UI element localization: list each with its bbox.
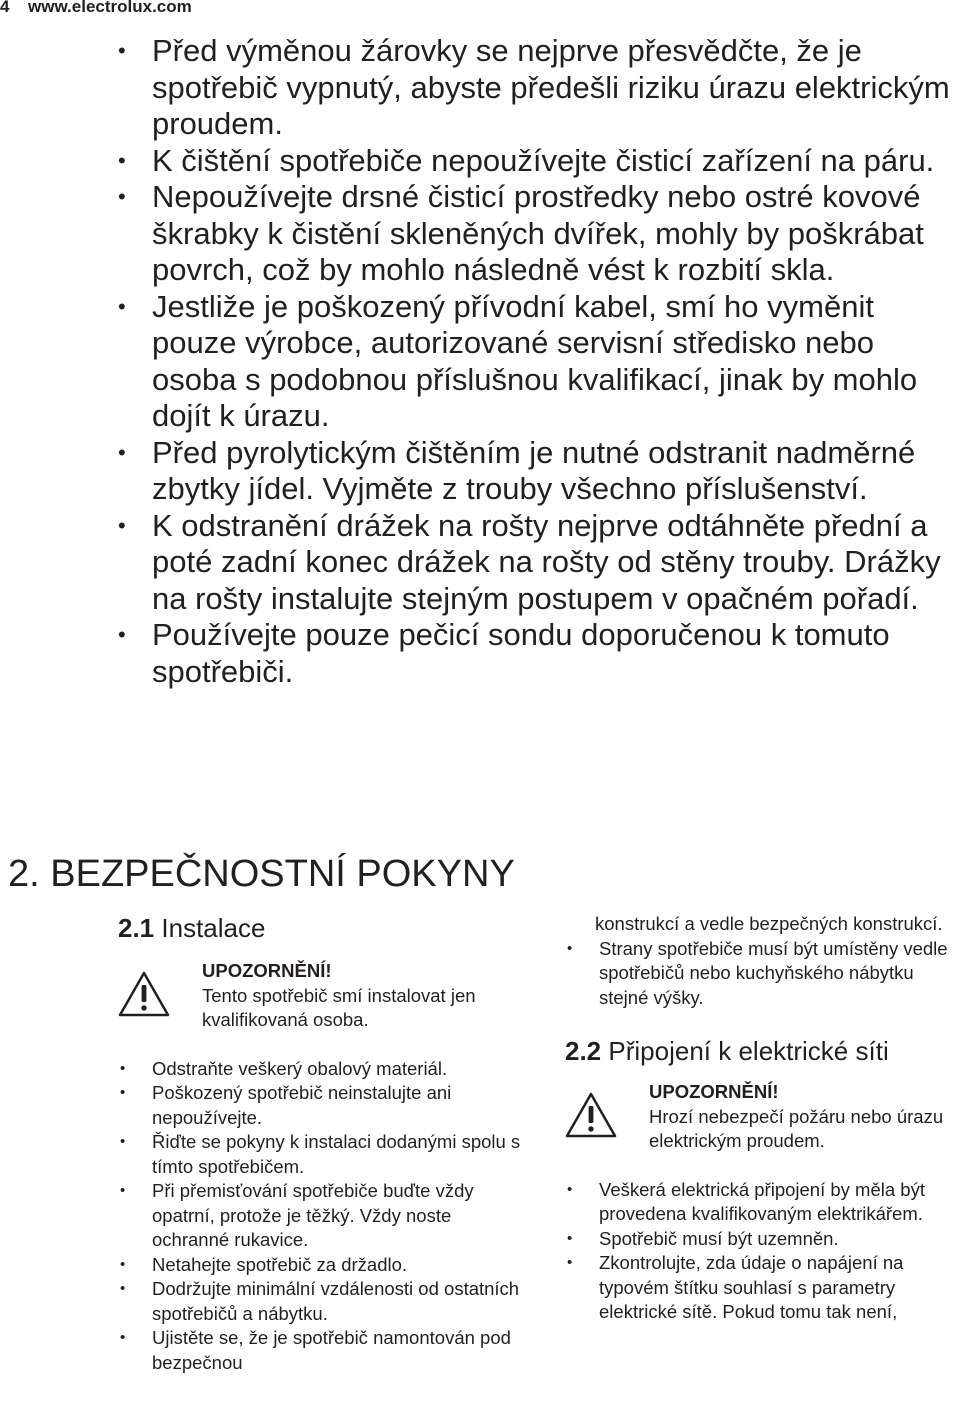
bullet-mark: • xyxy=(120,1133,126,1150)
list-item-text: Nepoužívejte drsné čisticí prostředky nebo ostré kovové škrabky k čistění skleněných dvířek, mohly by poškrábat povrch, což by mohlo následně vést k rozbití skla. xyxy=(152,179,924,287)
list-item xyxy=(118,1277,528,1326)
list-item xyxy=(118,179,960,289)
electrical-bullets-list xyxy=(565,1178,960,1325)
bullet-mark: • xyxy=(118,147,126,173)
list-item-text: Jestliže je poškozený přívodní kabel, smí ho vyměnit pouze výrobce, autorizované servisní středisko nebo osoba s podobnou příslušnou kvalifikací, jinak by mohlo dojít k úrazu. xyxy=(152,288,918,433)
page-number: 4 xyxy=(0,0,10,16)
list-item-text: Strany spotřebiče musí být umístěny vedle spotřebičů nebo kuchyňského nábytku stejné výšky. xyxy=(599,937,948,1008)
bullet-mark: • xyxy=(567,1254,573,1271)
bullet-mark: • xyxy=(118,512,126,538)
right-column xyxy=(565,912,960,1325)
warning-triangle-icon xyxy=(565,1092,617,1138)
warning-text: Tento spotřebič smí instalovat jen kvalifikovaná osoba. xyxy=(202,984,476,1030)
list-item xyxy=(118,508,960,618)
bullet-mark: • xyxy=(120,1280,126,1297)
list-item-text: Poškozený spotřebič neinstalujte ani nepoužívejte. xyxy=(152,1082,452,1128)
list-item xyxy=(118,435,960,508)
list-item-text: Netahejte spotřebič za držadlo. xyxy=(152,1253,408,1275)
bullet-mark: • xyxy=(118,439,126,465)
installation-bullets-list xyxy=(118,1057,528,1376)
warning-text: Hrozí nebezpečí požáru nebo úrazu elektrickým proudem. xyxy=(649,1105,944,1151)
bullet-mark: • xyxy=(567,939,573,957)
list-item xyxy=(118,617,960,690)
bullet-mark: • xyxy=(120,1255,126,1273)
list-item xyxy=(118,1253,528,1278)
warning-triangle-icon xyxy=(118,971,170,1017)
list-item-text: Před pyrolytickým čištěním je nutné odstranit nadměrné zbytky jídel. Vyjměte z trouby všechno příslušenství. xyxy=(152,434,916,506)
list-item-text: Používejte pouze pečicí sondu doporučenou k tomuto spotřebiči. xyxy=(152,617,890,689)
list-item xyxy=(118,1057,528,1082)
list-item xyxy=(118,1081,528,1130)
list-item-text: K čištění spotřebiče nepoužívejte čisticí zařízení na páru. xyxy=(152,142,935,178)
bullet-mark: • xyxy=(118,293,126,319)
list-item xyxy=(118,1326,528,1375)
warning-title: UPOZORNĚNÍ! xyxy=(202,960,332,981)
list-item-text: Při přemisťování spotřebiče buďte vždy opatrní, protože je těžký. Vždy noste ochranné rukavice. xyxy=(152,1180,474,1250)
electrical-heading xyxy=(565,1035,960,1067)
installation-warning xyxy=(118,959,528,1033)
list-item-text: Řiďte se pokyny k instalaci dodanými spolu s tímto spotřebičem. xyxy=(152,1131,521,1177)
electrical-warning xyxy=(565,1080,960,1154)
bullet-mark: • xyxy=(118,184,126,209)
list-item-text: K odstranění drážek na rošty nejprve odtáhněte přední a poté zadní konec drážek na rošty od stěny trouby. Drážky na rošty instalujte stejným postupem v opačném pořadí. xyxy=(152,507,941,616)
bullet-mark: • xyxy=(118,622,126,647)
safety-bullets-list xyxy=(118,33,960,690)
page-header xyxy=(0,0,192,17)
bullet-mark: • xyxy=(567,1229,573,1247)
list-item xyxy=(565,1227,960,1252)
list-item xyxy=(565,937,960,1011)
list-item xyxy=(118,143,960,180)
warning-title: UPOZORNĚNÍ! xyxy=(649,1081,779,1102)
section-title: 2. BEZPEČNOSTNÍ POKYNY xyxy=(8,853,515,895)
list-item xyxy=(118,1130,528,1179)
bullet-mark: • xyxy=(120,1329,126,1346)
left-column xyxy=(118,912,528,1375)
installation-bullets-continued xyxy=(565,937,960,1011)
list-item xyxy=(565,1178,960,1227)
list-item-text: Před výměnou žárovky se nejprve přesvědčte, že je spotřebič vypnutý, abyste předešli riziku úrazu elektrickým proudem. xyxy=(152,33,950,141)
electrical-number: 2.2 xyxy=(565,1036,602,1066)
installation-heading xyxy=(118,912,528,944)
bullet-mark: • xyxy=(120,1182,126,1199)
list-item-text: Dodržujte minimální vzdálenosti od ostatních spotřebičů a nábytku. xyxy=(152,1278,520,1324)
bullet-mark: • xyxy=(120,1084,126,1101)
list-item-text: Zkontrolujte, zda údaje o napájení na typovém štítku souhlasí s parametry elektrické sítě. Pokud tomu tak není, xyxy=(599,1252,904,1322)
electrical-title: Připojení k elektrické síti xyxy=(608,1036,889,1066)
list-item-text: Ujistěte se, že je spotřebič namontován pod bezpečnou xyxy=(152,1327,511,1373)
bullet-mark: • xyxy=(567,1180,573,1198)
continued-text: konstrukcí a vedle bezpečných konstrukcí. xyxy=(595,913,943,934)
installation-number: 2.1 xyxy=(118,913,155,943)
list-item xyxy=(118,289,960,435)
list-item-text: Odstraňte veškerý obalový materiál. xyxy=(152,1057,448,1079)
list-item xyxy=(118,33,960,143)
bullet-mark: • xyxy=(120,1059,126,1077)
list-item-text: Veškerá elektrická připojení by měla být provedena kvalifikovaným elektrikářem. xyxy=(599,1178,925,1224)
bullet-mark: • xyxy=(118,38,126,63)
list-item xyxy=(118,1179,528,1253)
website-link[interactable]: www.electrolux.com xyxy=(28,0,192,16)
list-item xyxy=(565,1251,960,1325)
installation-title: Instalace xyxy=(161,913,266,943)
list-item-text: Spotřebič musí být uzemněn. xyxy=(599,1227,839,1249)
